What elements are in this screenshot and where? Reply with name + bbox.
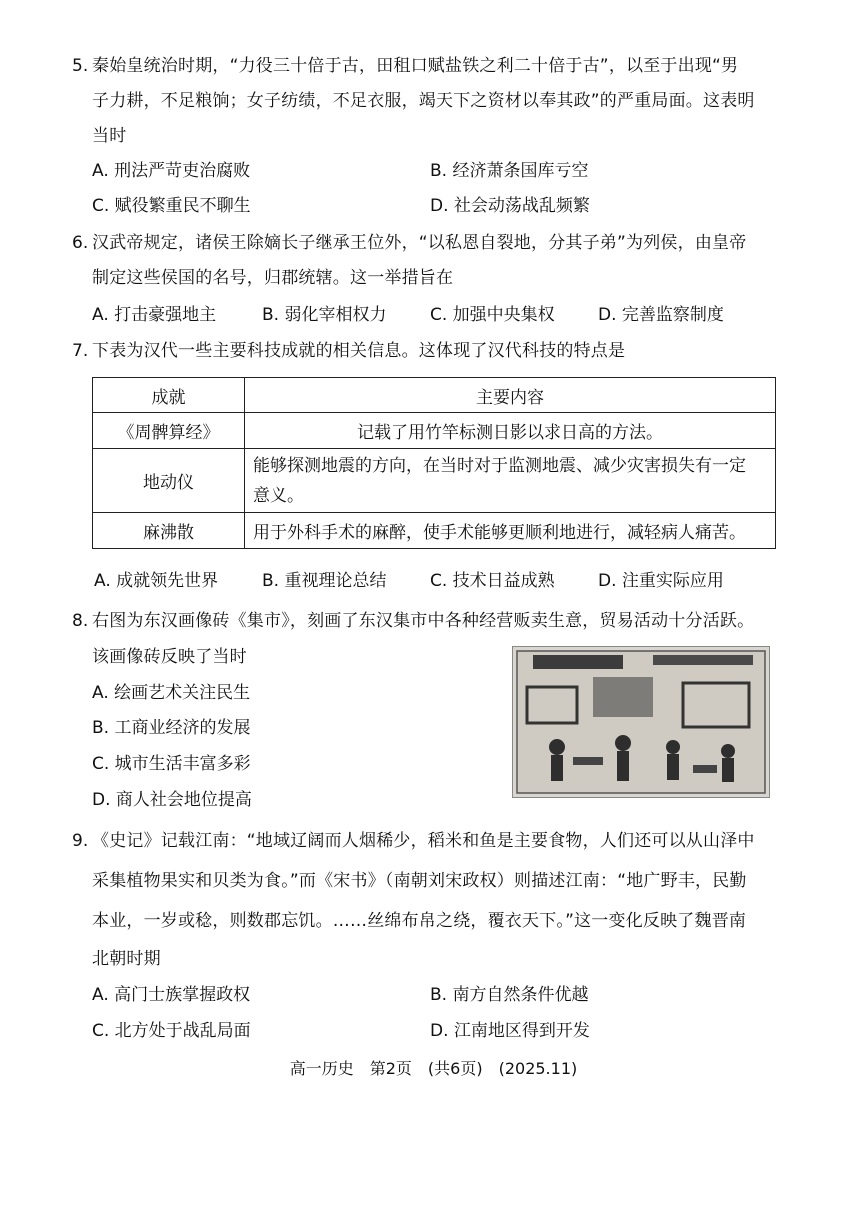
question-5-option-b: B. 经济萧条国库亏空 — [430, 161, 589, 181]
question-8-option-d: D. 商人社会地位提高 — [92, 790, 252, 810]
question-9-number: 9. — [72, 831, 89, 851]
question-5-text-line-1: 秦始皇统治时期，“力役三十倍于古，田租口赋盐铁之利二十倍于古”，以至于出现“男 — [92, 56, 739, 76]
question-6-option-a: A. 打击豪强地主 — [92, 305, 217, 325]
table-cell-name: 地动仪 — [93, 449, 245, 513]
science-achievements-table — [92, 377, 776, 549]
question-6-option-c: C. 加强中央集权 — [430, 305, 555, 325]
table-header-row — [93, 378, 776, 413]
question-6-option-b: B. 弱化宰相权力 — [262, 305, 387, 325]
table-cell-content: 用于外科手术的麻醉，使手术能够更顺利地进行，减轻病人痛苦。 — [245, 513, 776, 549]
question-7-option-d: D. 注重实际应用 — [598, 571, 724, 591]
question-9-option-a: A. 高门士族掌握政权 — [92, 985, 251, 1005]
question-5-number: 5. — [72, 56, 89, 76]
question-9-text-line-3: 本业，一岁或稔，则数郡忘饥。……丝绵布帛之绕，覆衣天下。”这一变化反映了魏晋南 — [92, 911, 747, 931]
table-row — [93, 513, 776, 549]
question-5-text-line-3: 当时 — [92, 126, 127, 146]
table-row — [93, 449, 776, 513]
question-7-text-line-1: 下表为汉代一些主要科技成就的相关信息。这体现了汉代科技的特点是 — [92, 341, 626, 361]
market-brick-relief-image — [512, 646, 770, 798]
table-header-content: 主要内容 — [245, 378, 776, 413]
question-8-option-c: C. 城市生活丰富多彩 — [92, 754, 251, 774]
question-8-text-line-1: 右图为东汉画像砖《集市》，刻画了东汉集市中各种经营贩卖生意，贸易活动十分活跃。 — [92, 611, 755, 631]
table-cell-content — [245, 449, 776, 513]
table-header-achievement: 成就 — [93, 378, 245, 413]
question-6-option-d: D. 完善监察制度 — [598, 305, 724, 325]
table-cell-name: 麻沸散 — [93, 513, 245, 549]
page-footer: 高一历史 第2页 (共6页) (2025.11) — [289, 1059, 578, 1078]
question-9-option-b: B. 南方自然条件优越 — [430, 985, 589, 1005]
market-scene-illustration — [513, 647, 769, 797]
question-5-text-line-2: 子力耕，不足粮饷；女子纺绩，不足衣服，竭天下之资材以奉其政”的严重局面。这表明 — [92, 91, 755, 111]
question-6-number: 6. — [72, 233, 89, 253]
question-6-text-line-2: 制定这些侯国的名号，归郡统辖。这一举措旨在 — [92, 268, 454, 288]
question-5-option-d: D. 社会动荡战乱频繁 — [430, 196, 590, 216]
question-8-option-a: A. 绘画艺术关注民生 — [92, 683, 251, 703]
question-5-option-c: C. 赋役繁重民不聊生 — [92, 196, 251, 216]
question-9-option-d: D. 江南地区得到开发 — [430, 1021, 590, 1041]
question-9-text-line-2: 采集植物果实和贝类为食。”而《宋书》（南朝刘宋政权）则描述江南：“地广野丰，民勤 — [92, 871, 747, 891]
question-7-option-c: C. 技术日益成熟 — [430, 571, 555, 591]
question-9-text-line-1: 《史记》记载江南：“地域辽阔而人烟稀少，稻米和鱼是主要食物，人们还可以从山泽中 — [92, 831, 755, 851]
question-9-text-line-4: 北朝时期 — [92, 949, 161, 969]
question-8-number: 8. — [72, 611, 89, 631]
question-7-option-b: B. 重视理论总结 — [262, 571, 387, 591]
question-7-number: 7. — [72, 341, 89, 361]
table-cell-content-line: 能够探测地震的方向，在当时对于监测地震、减少灾害损失有一定 — [253, 455, 746, 476]
question-5-option-a: A. 刑法严苛吏治腐败 — [92, 161, 251, 181]
question-9-option-c: C. 北方处于战乱局面 — [92, 1021, 251, 1041]
question-6-text-line-1: 汉武帝规定，诸侯王除嫡长子继承王位外，“以私恩自裂地，分其子弟”为列侯，由皇帝 — [92, 233, 747, 253]
table-cell-name: 《周髀算经》 — [93, 413, 245, 449]
question-8-text-line-2: 该画像砖反映了当时 — [92, 647, 247, 667]
table-cell-content: 记载了用竹竿标测日影以求日高的方法。 — [245, 413, 776, 449]
question-8-option-b: B. 工商业经济的发展 — [92, 718, 251, 738]
question-7-option-a: A. 成就领先世界 — [94, 571, 219, 591]
table-row — [93, 413, 776, 449]
table-cell-content-line: 意义。 — [253, 485, 304, 506]
